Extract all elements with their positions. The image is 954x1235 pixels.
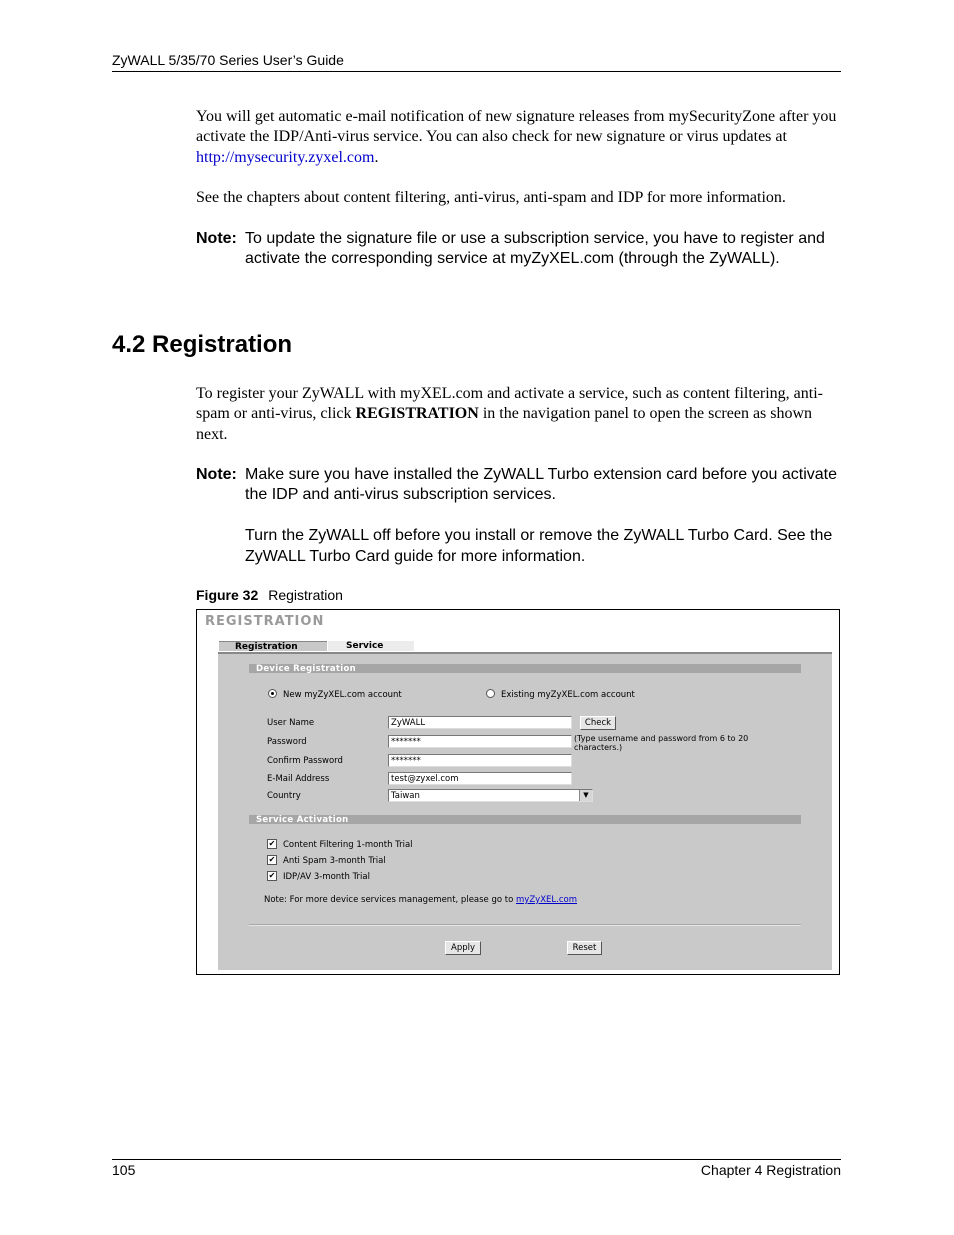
- existing-account-label: Existing myZyXEL.com account: [501, 690, 635, 700]
- chapter-label: Chapter 4 Registration: [700, 1162, 841, 1178]
- panel-divider: [249, 924, 801, 926]
- page-number: 105: [112, 1162, 136, 1178]
- note-body: To update the signature file or use a subscription service, you have to register and activate the corresponding service at myZyXEL.com (through the ZyWALL).: [245, 230, 825, 268]
- intro-text: You will get automatic e-mail notification of new signature releases from mySecurityZone after you activate the IDP/Anti-virus service. You can also check for new signature or virus updates at: [196, 108, 837, 146]
- note-label: Note:: [196, 230, 237, 247]
- services-note: [264, 895, 577, 905]
- section-heading: 4.2 Registration: [112, 331, 293, 358]
- anti-spam-checkbox[interactable]: ✔: [268, 855, 276, 864]
- device-registration-bar: Device Registration: [249, 664, 801, 673]
- registration-term: REGISTRATION: [355, 405, 479, 423]
- registration-paragraph: [196, 384, 841, 445]
- note-body-2: Turn the ZyWALL off before you install or remove the ZyWALL Turbo Card. See the ZyWALL Turbo Card guide for more information.: [245, 527, 833, 565]
- email-label: E-Mail Address: [267, 774, 330, 784]
- password-input[interactable]: *******: [388, 735, 572, 748]
- chevron-down-icon[interactable]: ▼: [579, 790, 592, 801]
- apply-button[interactable]: Apply: [445, 941, 481, 955]
- screen-title: REGISTRATION: [205, 614, 325, 629]
- note-body-1: Make sure you have installed the ZyWALL Turbo extension card before you activate the IDP and anti-virus subscription services.: [245, 466, 838, 504]
- tab-service[interactable]: Service: [328, 641, 414, 651]
- footer-rule: [112, 1159, 841, 1160]
- existing-account-radio[interactable]: [486, 689, 495, 698]
- email-input[interactable]: test@zyxel.com: [388, 772, 572, 785]
- idp-av-checkbox[interactable]: ✔: [268, 871, 276, 880]
- figure-caption: [196, 587, 343, 603]
- anti-spam-label: Anti Spam 3-month Trial: [283, 856, 386, 866]
- content-filtering-label: Content Filtering 1-month Trial: [283, 840, 413, 850]
- service-activation-bar: Service Activation: [249, 815, 801, 824]
- country-select[interactable]: [388, 789, 593, 802]
- services-note-text: Note: For more device services management, please go to: [264, 895, 517, 905]
- intro-paragraph-2: See the chapters about content filtering, anti-virus, anti-spam and IDP for more information.: [196, 189, 786, 206]
- intro-period: .: [374, 148, 379, 166]
- registration-panel: [218, 652, 832, 970]
- paragraph-text-b: in the navigation panel to open the screen as shown next.: [196, 405, 813, 443]
- figure-caption-text: Registration: [268, 587, 343, 603]
- mysecurity-link[interactable]: http://mysecurity.zyxel.com: [196, 148, 375, 166]
- turbo-card-note: [196, 465, 841, 567]
- check-button[interactable]: Check: [580, 716, 616, 730]
- user-name-input[interactable]: ZyWALL: [388, 716, 572, 729]
- intro-paragraph-1: [196, 107, 841, 168]
- password-label: Password: [267, 737, 307, 747]
- running-header: ZyWALL 5/35/70 Series User’s Guide: [112, 52, 344, 68]
- registration-screenshot: [196, 609, 840, 975]
- confirm-password-label: Confirm Password: [267, 756, 343, 766]
- figure-label: Figure 32: [196, 587, 259, 603]
- country-label: Country: [267, 791, 301, 801]
- user-name-label: User Name: [267, 718, 315, 728]
- paragraph-text-a: To register your ZyWALL with myXEL.com and activate a service, such as content filtering, anti-spam or anti-virus, click: [196, 385, 823, 423]
- tab-registration[interactable]: Registration: [219, 641, 327, 651]
- content-filtering-checkbox[interactable]: ✔: [268, 839, 276, 848]
- new-account-label: New myZyXEL.com account: [283, 690, 402, 700]
- idp-av-label: IDP/AV 3-month Trial: [283, 872, 370, 882]
- credentials-hint: (Type username and password from 6 to 20 characters.): [574, 734, 749, 752]
- header-rule: [112, 71, 841, 72]
- signature-note: [196, 229, 841, 270]
- new-account-radio[interactable]: [268, 689, 277, 698]
- confirm-password-input[interactable]: *******: [388, 754, 572, 767]
- note-label: Note:: [196, 466, 237, 483]
- myzyxel-link[interactable]: myZyXEL.com: [516, 895, 577, 905]
- country-value: Taiwan: [391, 791, 420, 801]
- reset-button[interactable]: Reset: [567, 941, 602, 955]
